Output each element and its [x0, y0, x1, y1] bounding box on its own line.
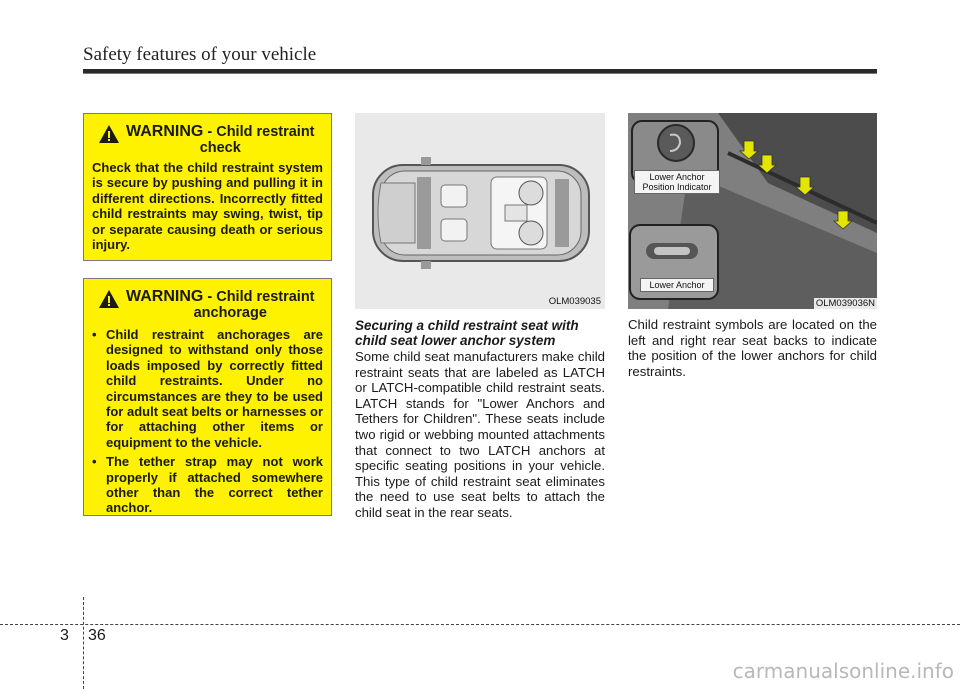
car-topview-illustration: [355, 113, 605, 309]
callout-lower-anchor-indicator: Lower Anchor Position Indicator: [634, 170, 720, 194]
warning-list-item: • Child restraint anchorages are designed to withstand only those loads imposed by correctly fitted child restraints. Under no circumstances are they to be used for adult seat belts or harnesses or for attaching other items or equipment to the vehicle.: [92, 327, 323, 450]
warning-word: WARNING: [126, 123, 204, 140]
callout-lower-anchor: Lower Anchor: [640, 278, 714, 292]
page-number: 36: [88, 627, 106, 644]
figure-code: OLM039035: [548, 296, 601, 307]
figure-code: OLM039036N: [815, 298, 875, 309]
warning-subtitle-line2: check: [199, 140, 241, 156]
section-heading: Securing a child restraint seat with child seat lower anchor system: [355, 318, 579, 348]
warning-triangle-icon: [98, 289, 120, 309]
right-body-text: Child restraint symbols are located on the left and right rear seat backs to indicate the position of the lower anchors for child restraints.: [628, 317, 877, 379]
figure-rear-seat: [628, 113, 877, 309]
footer-dashed-divider: [83, 597, 84, 689]
header-rule-thin: [83, 73, 877, 74]
watermark: carmanualsonline.info: [732, 659, 954, 683]
warning-heading: [92, 124, 323, 156]
middle-body-text: Some child seat manufacturers make child restraint seats that are labeled as LATCH or LATCH-compatible child restraint seats. LATCH stands for "Lower Anchors and Tethers for Children". These seats include two rigid or webbing mounted attachments that connect to two LATCH anchors at specific seating positions in your vehicle. This type of child restraint seat eliminates the need to use seat belts to attach the child seat in the rear seats.: [355, 349, 605, 520]
warning-heading: [92, 289, 323, 321]
warning-box-check: [83, 113, 332, 261]
warning-triangle-icon: [98, 124, 120, 144]
warning-body: Check that the child restraint system is secure by pushing and pulling it in different directions. Incorrectly fitted child restraints may swing, twist, tip or separate causing death or serious injury.: [92, 160, 323, 253]
figure-car-topview: [355, 113, 605, 309]
warning-list-item: • The tether strap may not work properly if attached somewhere other than the correct tether anchor.: [92, 454, 323, 516]
warning-box-anchorage: [83, 278, 332, 516]
page-header-title: Safety features of your vehicle: [83, 44, 317, 65]
warning-word: WARNING: [126, 288, 204, 305]
warning-subtitle: - Child restraint: [207, 289, 315, 305]
warning-list: [92, 327, 323, 516]
footer-dashed-line: [0, 624, 960, 625]
warning-subtitle: - Child restraint: [207, 124, 315, 140]
chapter-number: 3: [60, 627, 69, 644]
warning-subtitle-line2: anchorage: [193, 305, 267, 321]
